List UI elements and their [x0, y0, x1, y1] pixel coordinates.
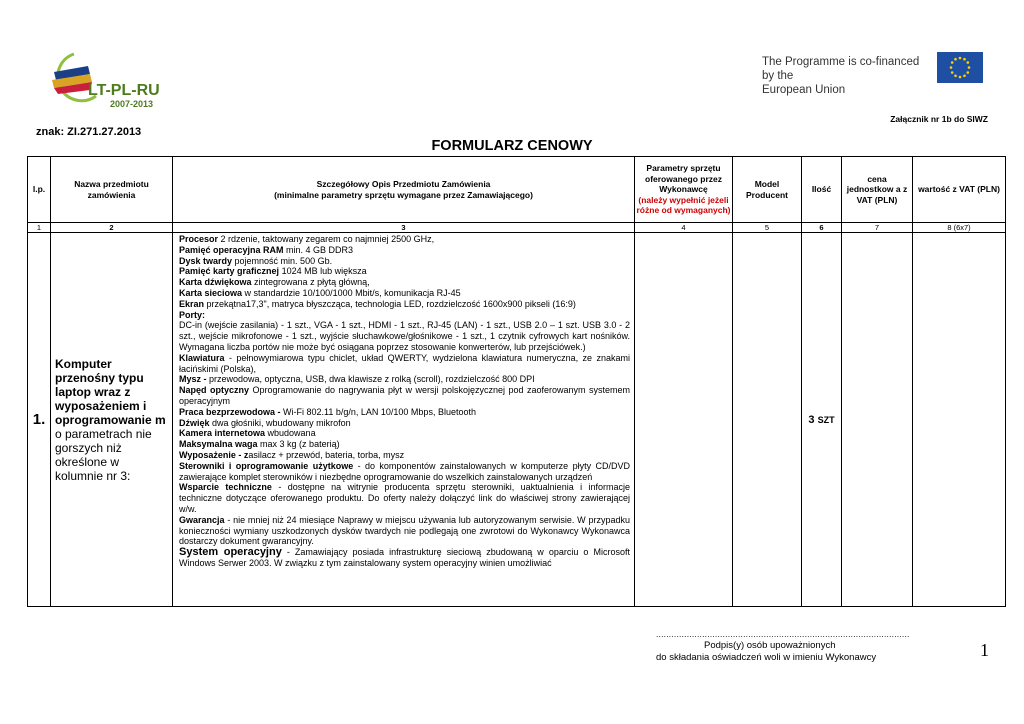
colnum-2: 2 — [51, 223, 173, 233]
header-lp: l.p. — [28, 157, 51, 223]
annex-label: Załącznik nr 1b do SIWZ — [890, 114, 988, 124]
logo-text: LT-PL-RU — [88, 82, 160, 99]
column-number-row — [28, 223, 1006, 233]
cofinance-line2: European Union — [762, 84, 846, 96]
page-number: 1 — [980, 640, 989, 660]
spec-line: Maksymalna waga max 3 kg (z baterią) — [179, 439, 340, 450]
item-specification — [173, 233, 635, 607]
cofinance-text — [762, 55, 932, 97]
price-table — [27, 156, 1006, 607]
item-qty-value: 3 — [808, 413, 815, 426]
colnum-7: 7 — [842, 223, 913, 233]
header-qty: Ilość — [802, 157, 842, 223]
item-unit-price-cell[interactable] — [842, 233, 913, 607]
spec-line: Pamięć operacyjna RAM min. 4 GB DDR3 — [179, 244, 354, 255]
page-title: FORMULARZ CENOWY — [431, 138, 593, 154]
spec-line: Wyposażenie - zasilacz + przewód, bateria, torba, mysz — [179, 449, 405, 460]
header-params-note: (należy wypełnić jeżeli różne od wymaganych) — [636, 194, 731, 216]
header-desc-line2: (minimalne parametry sprzętu wymagane przez Zamawiającego) — [274, 189, 533, 200]
signature-label-2: do składania oświadczeń woli w imieniu Wykonawcy — [656, 652, 877, 663]
spec-line: Porty: — [179, 309, 206, 320]
spec-line: Procesor 2 rdzenie, taktowany zegarem co najmniej 2500 GHz, — [179, 234, 435, 244]
item-model-cell[interactable] — [733, 233, 802, 607]
item-qty-unit: SZT — [817, 414, 835, 425]
spec-line: Pamięć karty graficznej 1024 MB lub większa — [179, 266, 367, 277]
header-name: Nazwa przedmiotu zamówienia — [51, 157, 173, 223]
spec-line: Ekran przekątna17,3", matryca błyszcząca, technologia LED, rozdzielczość 1600x900 pikseli (16:9) — [179, 298, 576, 309]
header-params-text: Parametry sprzętu oferowanego przez Wykonawcę — [645, 163, 722, 195]
spec-line: Klawiatura - pełnowymiarowa typu chiclet, układ QWERTY, wydzielona klawiatura numeryczna, ze znakami łacińskimi (Polska), — [179, 352, 630, 374]
cofinance-line1: The Programme is co-financed by the — [762, 56, 920, 82]
item-row — [28, 233, 1006, 607]
signature-label-1: Podpis(y) osób upoważnionych — [704, 640, 836, 651]
item-name — [51, 233, 173, 607]
spec-line: System operacyjny - Zamawiający posiada infrastrukturę sieciową zbudowaną w oparciu o Microsoft Windows Serwer 2003. W związku z tym zainstalowany system operacyjny winien umożliwiać — [179, 546, 630, 568]
header-value: wartość z VAT (PLN) — [913, 157, 1006, 223]
header-desc-line1: Szczegółowy Opis Przedmiotu Zamówienia — [316, 179, 491, 189]
spec-line: Sterowniki i oprogramowanie użytkowe - do komponentów zainstalowanych w komputerze płyty CD/DVD zawierające komplet sterowników i niezbędne oprogramowanie do wszelkich zainstalowanych urządzeń — [179, 460, 630, 482]
spec-line: Dysk twardy pojemność min. 500 Gb. — [179, 255, 333, 266]
colnum-4: 4 — [635, 223, 733, 233]
spec-line: Gwarancja - nie mniej niż 24 miesiące Naprawy w miejscu używania lub autoryzowanym serwisie. W przypadku konieczności wymiany uszkodzonych dysków twardych nie podlegają one zwrotowi do Wykonawcy Wykonawca dostarczy dokument gwarancyjny. — [179, 514, 630, 547]
lt-pl-ru-logo — [44, 50, 164, 112]
spec-line: Karta sieciowa w standardzie 10/100/1000 Mbit/s, komunikacja RJ-45 — [179, 287, 461, 298]
colnum-3: 3 — [173, 223, 635, 233]
spec-line: Praca bezprzewodowa - Wi-Fi 802.11 b/g/n, LAN 10/100 Mbps, Bluetooth — [179, 406, 476, 417]
item-qty — [802, 233, 842, 607]
header-model: Model Producent — [733, 157, 802, 223]
colnum-1: 1 — [28, 223, 51, 233]
colnum-5: 5 — [733, 223, 802, 233]
item-name-bold: Komputer przenośny typu laptop wraz z wyposażeniem i oprogramowanie m — [55, 356, 166, 427]
item-name-plain: o parametrach nie gorszych niż określone w kolumnie nr 3: — [55, 426, 152, 483]
colnum-6: 6 — [802, 223, 842, 233]
item-value-cell[interactable] — [913, 233, 1006, 607]
reference-number: znak: ZI.271.27.2013 — [36, 126, 142, 138]
spec-line: Dźwięk dwa głośniki, wbudowany mikrofon — [179, 417, 351, 428]
spec-line: Karta dźwiękowa zintegrowana z płytą główną, — [179, 277, 370, 288]
header-description — [173, 157, 635, 223]
header-unit-price: cena jednostkow a z VAT (PLN) — [842, 157, 913, 223]
spec-list — [179, 234, 630, 605]
spec-line: Kamera internetowa wbudowana — [179, 428, 316, 439]
header-row — [28, 157, 1006, 223]
spec-line: Mysz - przewodowa, optyczna, USB, dwa klawisze z rolką (scroll), rozdzielczość 800 DPI — [179, 374, 535, 385]
header-offered-params — [635, 157, 733, 223]
signature-dots: ................................................................................................... — [656, 629, 910, 639]
colnum-8: 8 (6x7) — [913, 223, 1006, 233]
item-offered-params-cell[interactable] — [635, 233, 733, 607]
item-lp: 1. — [28, 233, 51, 607]
eu-flag-icon — [937, 52, 983, 83]
logo-years: 2007-2013 — [110, 99, 154, 109]
spec-line: Wsparcie techniczne - dostępne na witrynie producenta sprzętu sterowniki, uaktualnienia i informacje techniczne dotyczące oferowanego produktu. Do oferty należy dołączyć link do właściwej strony zawierającej w/w. — [179, 482, 630, 514]
spec-line: DC-in (wejście zasilania) - 1 szt., VGA - 1 szt., HDMI - 1 szt., RJ-45 (LAN) - 1 szt., USB 2.0 – 1 szt. USB 3.0 - 2 szt., wejście mikrofonowe - 1 szt., wyjście słuchawkowe/głośnikowe - 1 szt., 1 czytnik cyfrowych kart nośników. Wymagana liczba portów nie może być osiągana poprzez stosowanie konwerterów, lub przejściówek.) — [179, 320, 630, 352]
spec-line: Napęd optyczny Oprogramowanie do nagrywania płyt w wersji polskojęzycznej pod zaoferowanym systemem operacyjnym — [179, 385, 630, 406]
